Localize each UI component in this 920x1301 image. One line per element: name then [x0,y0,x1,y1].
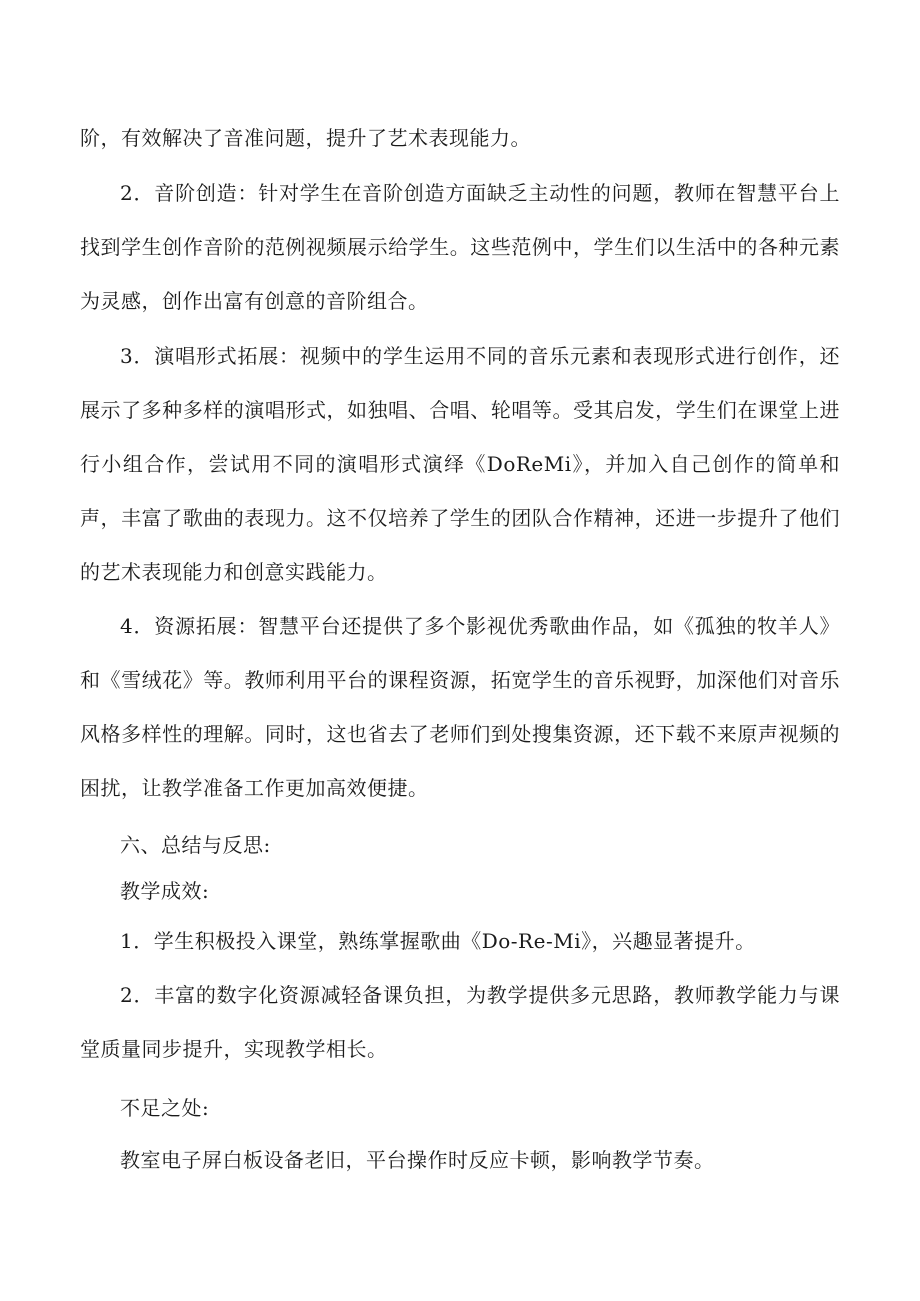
paragraph-scale-creation: 2．音阶创造：针对学生在音阶创造方面缺乏主动性的问题，教师在智慧平台上找到学生创作音阶的范例视频展示给学生。这些范例中，学生们以生活中的各种元素为灵感，创作出富有创意的音阶组合。 [80,181,840,313]
subheading-teaching-results: 教学成效: [120,879,210,903]
result-item-1: 1．学生积极投入课堂，熟练掌握歌曲《Do-Re-Mi》，兴趣显著提升。 [120,929,756,953]
result-item-2: 2．丰富的数字化资源减轻备课负担，为教学提供多元思路，教师教学能力与课堂质量同步提升，实现教学相长。 [80,983,840,1061]
paragraph-continuation: 阶，有效解决了音准问题，提升了艺术表现能力。 [80,126,531,150]
paragraph-singing-expansion: 3．演唱形式拓展：视频中的学生运用不同的音乐元素和表现形式进行创作，还展示了多种多样的演唱形式，如独唱、合唱、轮唱等。受其启发，学生们在课堂上进行小组合作，尝试用不同的演唱形式演绎《DoReMi》，并加入自己创作的简单和声，丰富了歌曲的表现力。这不仅培养了学生的团队合作精神，还进一步提升了他们的艺术表现能力和创意实践能力。 [80,344,840,584]
paragraph-resource-expansion: 4．资源拓展：智慧平台还提供了多个影视优秀歌曲作品，如《孤独的牧羊人》和《雪绒花》等。教师利用平台的课程资源，拓宽学生的音乐视野，加深他们对音乐风格多样性的理解。同时，这也省去了老师们到处搜集资源，还下载不来原声视频的困扰，让教学准备工作更加高效便捷。 [80,614,840,800]
subheading-shortcomings: 不足之处: [120,1096,210,1120]
section-heading-summary: 六、总结与反思: [120,833,271,857]
shortcoming-item: 教室电子屏白板设备老旧，平台操作时反应卡顿，影响教学节奏。 [120,1148,715,1172]
